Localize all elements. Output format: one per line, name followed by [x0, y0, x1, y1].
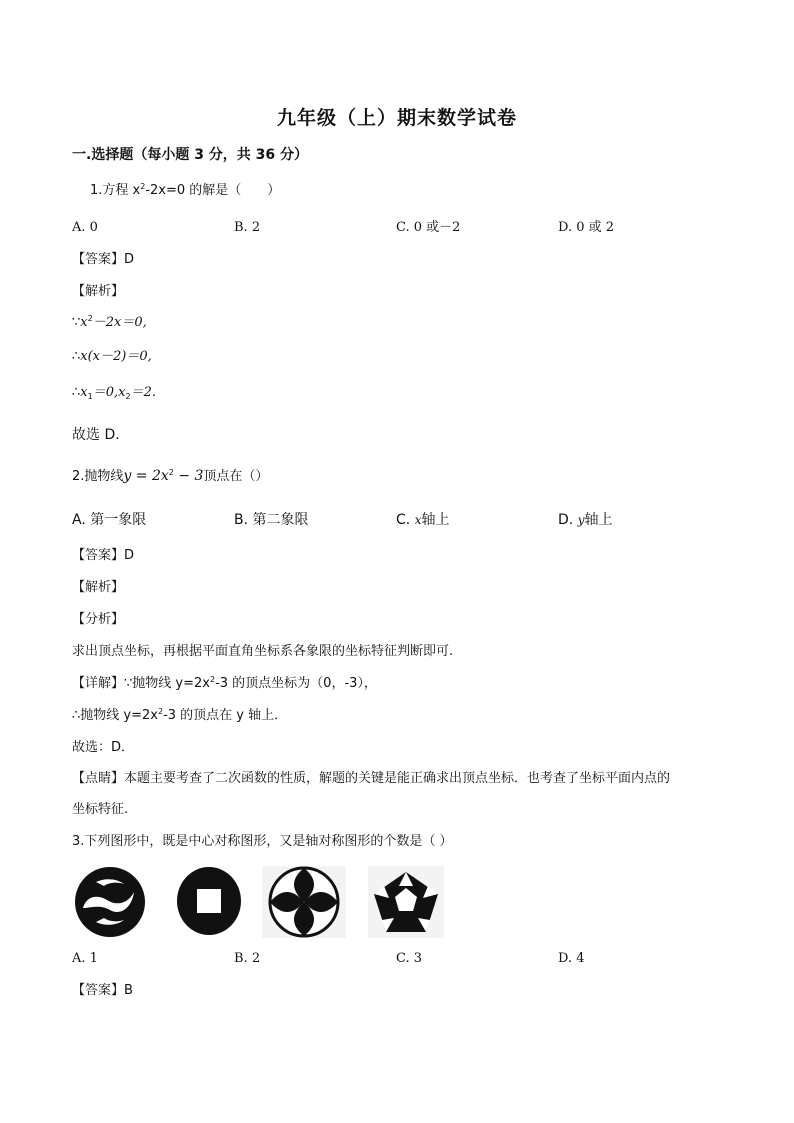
q2-stem: 2.抛物线$y = 2x^2 - 3$顶点在（）	[72, 468, 269, 484]
q2-dianjing: 【点睛】本题主要考查了二次函数的性质，解题的关键是能正确求出顶点坐标．也考查了坐标平面内点的	[72, 771, 671, 786]
q1-option-a: A. 0	[72, 220, 98, 235]
q1-analysis-label: 【解析】	[72, 284, 125, 299]
q1-answer: 【答案】D	[72, 252, 135, 267]
q2-fenxi-label: 【分析】	[72, 612, 125, 627]
q2-answer: 【答案】D	[72, 548, 135, 563]
q2-dianjing-cont: 坐标特征.	[72, 802, 129, 817]
q1-option-c: C. 0 或－2	[396, 220, 461, 235]
page-title: 九年级（上）期末数学试卷	[276, 107, 517, 129]
figure-1-wave-circle	[74, 866, 146, 938]
q3-answer: 【答案】B	[72, 983, 133, 998]
q1-stem: 1.方程 $x^2-2x=0$ 的解是（ ）	[90, 182, 281, 198]
q1-option-b: B. 2	[234, 220, 261, 235]
q1-step-2: ∴x(x－2)＝0,	[72, 349, 152, 364]
q1-step-3: $\therefore x_1=0,x_2=2$.	[72, 385, 156, 401]
q2-option-d: D. y轴上	[558, 512, 613, 528]
q1-conclusion: 故选 D.	[72, 427, 120, 443]
q3-stem: 3.下列图形中，既是中心对称图形，又是轴对称图形的个数是（ ）	[72, 834, 453, 849]
q3-option-d: D. 4	[558, 951, 585, 966]
q2-option-a: A. 第一象限	[72, 512, 147, 528]
q1-step-1: $\because x^2-2x=0$,	[72, 314, 147, 330]
q2-therefore: ∴抛物线 $y=2x^2-3$ 的顶点在 y 轴上．	[72, 707, 288, 723]
figure-4-pentagon-pattern	[368, 866, 444, 938]
q2-analysis-label: 【解析】	[72, 580, 125, 595]
q2-fenxi-text: 求出顶点坐标，再根据平面直角坐标系各象限的坐标特征判断即可.	[72, 644, 454, 659]
q3-option-c: C. 3	[396, 951, 423, 966]
q2-detail: 【详解】∵抛物线 $y=2x^2-3$ 的顶点坐标为（0，-3），	[72, 675, 377, 691]
q3-option-a: A. 1	[72, 951, 98, 966]
figure-3-four-petal-circle	[262, 866, 346, 938]
q2-conclusion: 故选：D．	[72, 740, 135, 755]
section-heading: 一.选择题（每小题 3 分，共 36 分）	[72, 147, 309, 163]
figure-2-coin	[176, 866, 242, 936]
q2-option-b: B. 第二象限	[234, 512, 309, 528]
q3-option-b: B. 2	[234, 951, 261, 966]
q2-option-c: C. x轴上	[396, 512, 450, 528]
q1-option-d: D. 0 或 2	[558, 220, 615, 235]
